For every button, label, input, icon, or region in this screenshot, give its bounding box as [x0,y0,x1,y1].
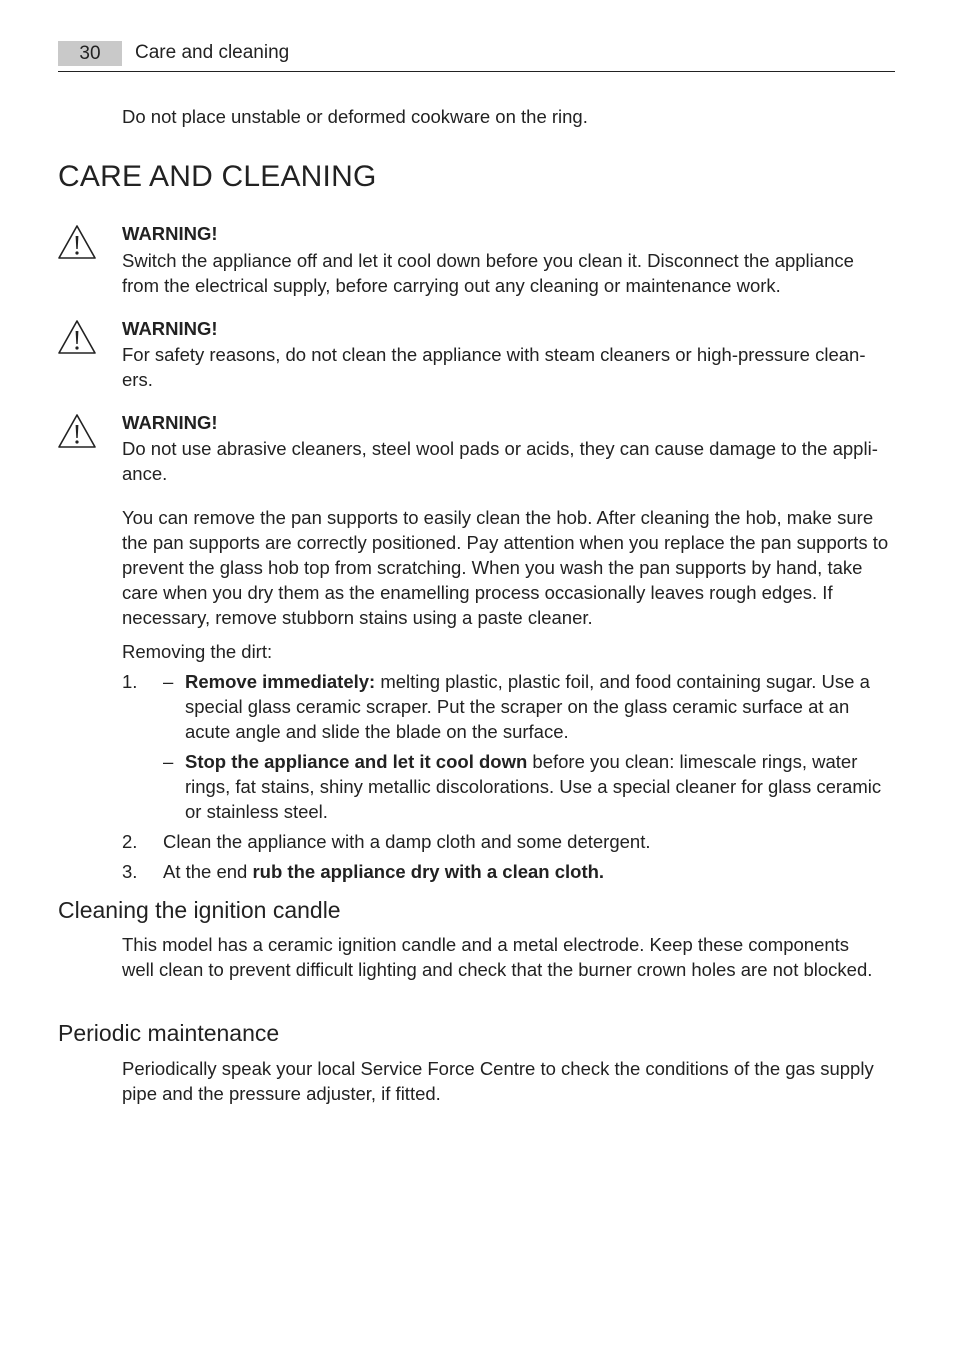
maintenance-paragraph: Periodically speak your local Service Force Centre to check the conditions of the gas supply pipe and the pressure adjuster, if fitted. [122,1058,874,1104]
pan-supports-paragraph: You can remove the pan supports to easily clean the hob. After cleaning the hob, make sure the pan supports are correctly positioned. Pay attention when you replace the pan supports to prevent the glass hob top from scratching. When you wash the pan supports by hand, take care when you dry them as the enamelling process occasionally leaves rough edges. If necessary, remove stubborn stains using a paste cleaner. [122,507,889,628]
list-item: Clean the appliance with a damp cloth and some detergent. [163,831,651,852]
warning-triangle-icon [57,413,97,449]
intro-line: Do not place unstable or deformed cookware on the ring. [122,106,588,127]
ignition-paragraph: This model has a ceramic ignition candle and a metal electrode. Keep these components well clean to prevent difficult lighting and check that the burner crown holes are not blocked. [122,934,873,980]
list-item [185,669,897,744]
page-title: CARE AND CLEANING [58,160,377,193]
item-text: before you clean: limescale rings, water rings, fat stains, shiny metallic discolorations. Use a special cleaner for glass ceramic or stainless steel. [185,751,882,822]
header-section-title: Care and cleaning [135,42,290,63]
warning-triangle-icon [57,319,97,355]
item-text: melting plastic, plastic foil, and food containing sugar. Use a special glass ceramic scraper. Put the scraper on the glass ceramic surface at an acute angle and slide the blade on the surface. [185,671,870,742]
step-number: 3. [122,861,138,882]
step-number: 1. [122,671,138,692]
warning-text-line: Do not use abrasive cleaners, steel wool pads or acids, they can cause damage to the appli- [122,438,878,459]
emphasis-text: rub the appliance dry with a clean cloth. [252,861,605,882]
section-heading-ignition: Cleaning the ignition candle [58,897,341,923]
item-text: At the end [163,861,253,882]
warning-title: WARNING! [122,223,218,244]
removing-dirt-label: Removing the dirt: [122,641,273,662]
list-item [185,749,897,824]
page-number: 30 [58,41,122,66]
emphasis-text: Stop the appliance and let it cool down [185,751,528,772]
list-item [163,859,897,884]
warning-title: WARNING! [122,318,218,339]
list-dash: – [163,671,174,692]
section-heading-maintenance: Periodic maintenance [58,1020,280,1046]
warning-text-line: ance. [122,463,168,484]
warning-title: WARNING! [122,412,218,433]
emphasis-text: Remove immediately: [185,671,376,692]
warning-text-line: from the electrical supply, before carrying out any cleaning or maintenance work. [122,275,781,296]
warning-text-line: Switch the appliance off and let it cool down before you clean it. Disconnect the appliance [122,250,854,271]
warning-triangle-icon [57,224,97,260]
warning-text-line: For safety reasons, do not clean the appliance with steam cleaners or high-pressure clean- [122,344,866,365]
list-dash: – [163,751,174,772]
page-header [58,40,895,72]
step-number: 2. [122,831,138,852]
warning-text-line: ers. [122,369,153,390]
